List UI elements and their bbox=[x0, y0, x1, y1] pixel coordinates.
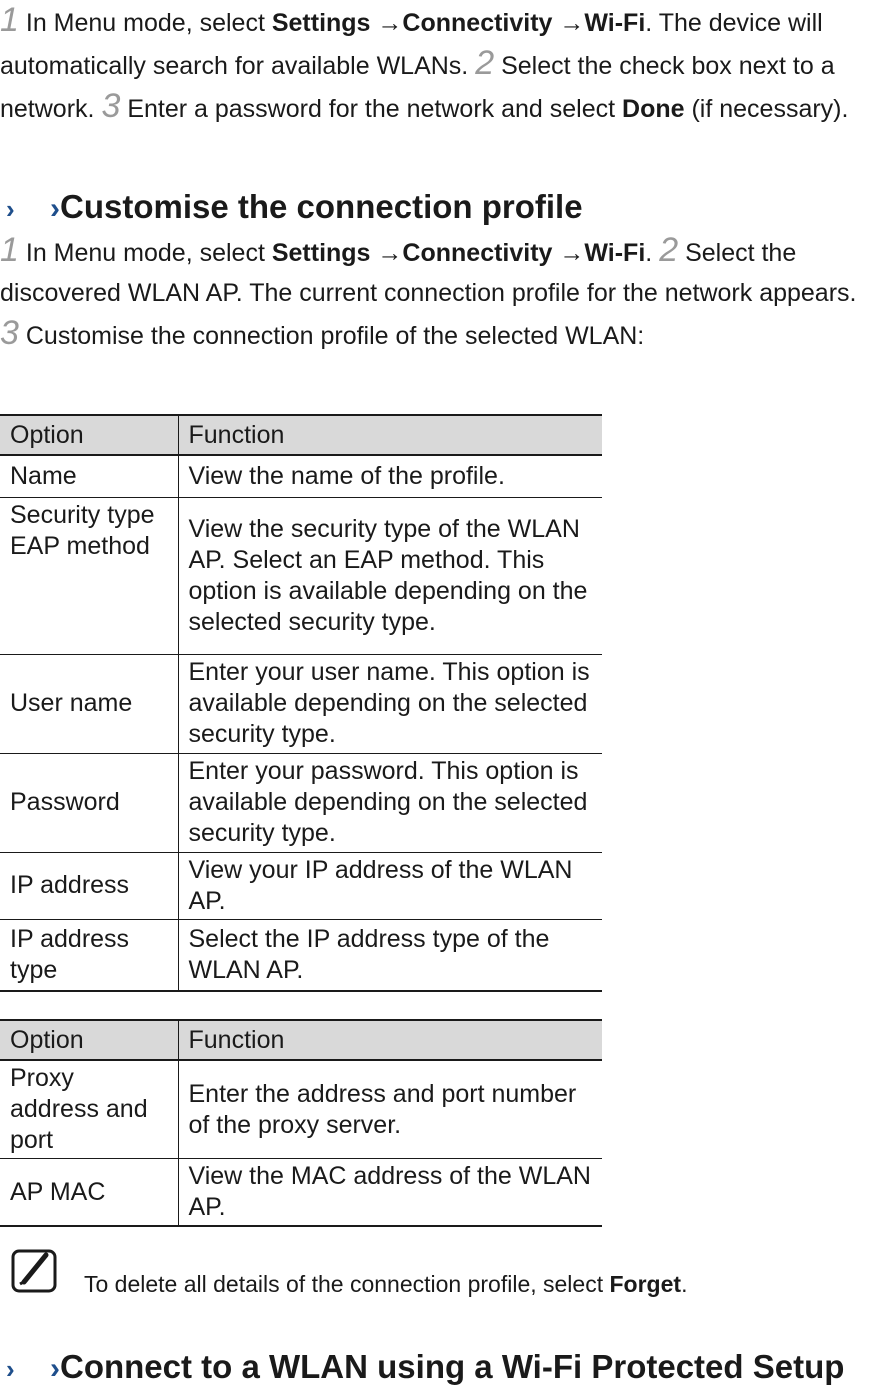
table-row: AP MAC View the MAC address of the WLAN AP. bbox=[0, 1159, 602, 1227]
table-row: Name View the name of the profile. bbox=[0, 455, 602, 497]
chevron-right-icon: › bbox=[50, 1352, 60, 1385]
step-number: 1 bbox=[0, 1, 19, 39]
step-number: 2 bbox=[659, 231, 679, 269]
table-row: IP address View your IP address of the WLAN AP. bbox=[0, 852, 602, 919]
note-text: To delete all details of the connection profile, select Forget. bbox=[84, 1271, 688, 1297]
section-heading-customise: › ›Customise the connection profile bbox=[0, 187, 583, 229]
section-heading-wps: › ›Connect to a WLAN using a Wi-Fi Protected Setup bbox=[0, 1347, 844, 1389]
step-number: 3 bbox=[101, 87, 121, 125]
table-row: IP address type Select the IP address type of the WLAN AP. bbox=[0, 919, 602, 991]
step-number: 3 bbox=[0, 314, 19, 352]
column-header: Function bbox=[178, 1020, 602, 1060]
step-number: 1 bbox=[0, 231, 19, 269]
options-table-1 bbox=[0, 414, 602, 992]
chevron-right-icon: › bbox=[50, 192, 60, 225]
chevron-right-icon: › bbox=[6, 1354, 15, 1384]
step-number: 2 bbox=[475, 44, 495, 82]
column-header: Function bbox=[178, 415, 602, 455]
column-header: Option bbox=[0, 1020, 178, 1060]
table-row: User name Enter your user name. This option is available depending on the selected security type. bbox=[0, 654, 602, 753]
steps-connect-wlan: 1 In Menu mode, select Settings →Connectivity →Wi-Fi. The device will automatically search for available WLANs. 2 Select the check box next to a network. 3 Enter a password for the network and select Done (if necessary). bbox=[0, 1, 849, 125]
table-row: Proxy address and port Enter the address and port number of the proxy server. bbox=[0, 1060, 602, 1159]
options-table-2 bbox=[0, 1019, 602, 1227]
chevron-right-icon: › bbox=[6, 194, 15, 224]
steps-customise-profile: 1 In Menu mode, select Settings →Connectivity →Wi-Fi. 2 Select the discovered WLAN AP. The current connection profile for the network appears. 3 Customise the connection profile of the selected WLAN: bbox=[0, 231, 857, 352]
column-header: Option bbox=[0, 415, 178, 455]
table-row: Password Enter your password. This option is available depending on the selected security type. bbox=[0, 753, 602, 852]
note-pencil-icon bbox=[10, 1246, 60, 1308]
table-row: Security type EAP method View the security type of the WLAN AP. Select an EAP method. This option is available depending on the selected security type. bbox=[0, 497, 602, 654]
